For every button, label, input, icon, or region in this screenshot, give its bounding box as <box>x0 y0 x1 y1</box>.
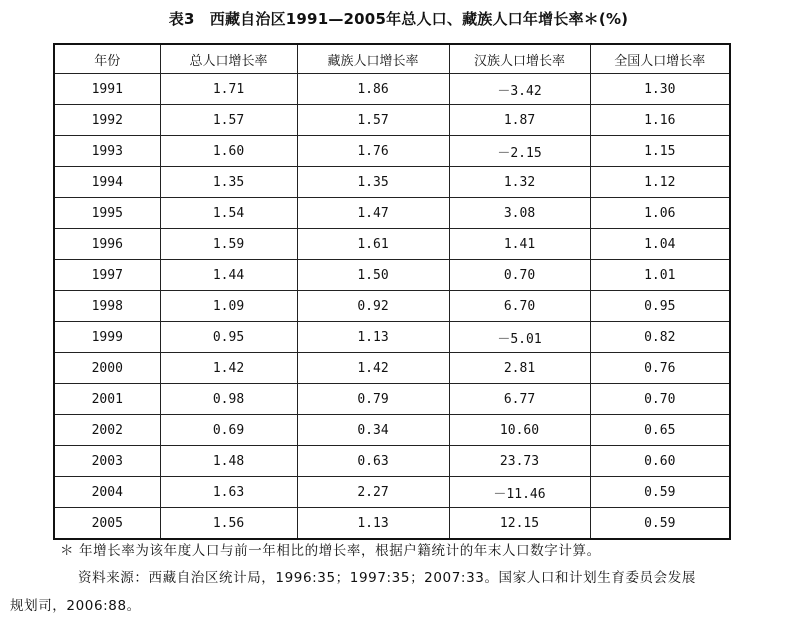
cell-tibetan-growth: 1.86 <box>297 74 449 105</box>
cell-national-growth: 0.59 <box>590 508 730 540</box>
cell-total-growth: 1.56 <box>160 508 297 540</box>
table-row <box>54 291 730 322</box>
cell-han-growth: －2.15 <box>449 136 590 167</box>
cell-tibetan-growth: 0.63 <box>297 446 449 477</box>
table-row <box>54 105 730 136</box>
table-row <box>54 74 730 105</box>
cell-han-growth: 6.70 <box>449 291 590 322</box>
cell-year: 2000 <box>54 353 160 384</box>
cell-national-growth: 0.82 <box>590 322 730 353</box>
cell-tibetan-growth: 0.92 <box>297 291 449 322</box>
cell-han-growth: 1.32 <box>449 167 590 198</box>
table-row <box>54 136 730 167</box>
cell-national-growth: 1.30 <box>590 74 730 105</box>
table-header-row <box>54 44 730 74</box>
cell-national-growth: 1.04 <box>590 229 730 260</box>
cell-year: 1993 <box>54 136 160 167</box>
table-row <box>54 415 730 446</box>
cell-year: 2005 <box>54 508 160 540</box>
cell-han-growth: 1.41 <box>449 229 590 260</box>
cell-year: 1994 <box>54 167 160 198</box>
cell-total-growth: 1.44 <box>160 260 297 291</box>
cell-total-growth: 1.59 <box>160 229 297 260</box>
cell-national-growth: 0.70 <box>590 384 730 415</box>
cell-tibetan-growth: 1.47 <box>297 198 449 229</box>
cell-year: 1998 <box>54 291 160 322</box>
cell-han-growth: 0.70 <box>449 260 590 291</box>
cell-national-growth: 1.15 <box>590 136 730 167</box>
cell-han-growth: 6.77 <box>449 384 590 415</box>
cell-han-growth: 10.60 <box>449 415 590 446</box>
cell-national-growth: 1.12 <box>590 167 730 198</box>
table-row <box>54 477 730 508</box>
cell-han-growth: 23.73 <box>449 446 590 477</box>
cell-year: 1995 <box>54 198 160 229</box>
table-row <box>54 353 730 384</box>
footnote: ＊ 年增长率为该年度人口与前一年相比的增长率，根据户籍统计的年末人口数字计算。 <box>60 543 601 559</box>
table-title: 表3 西藏自治区1991—2005年总人口、藏族人口年增长率＊(%) <box>168 10 629 28</box>
table-row <box>54 229 730 260</box>
cell-total-growth: 1.63 <box>160 477 297 508</box>
cell-total-growth: 1.57 <box>160 105 297 136</box>
table-row <box>54 508 730 540</box>
table-row <box>54 384 730 415</box>
cell-total-growth: 1.54 <box>160 198 297 229</box>
cell-national-growth: 1.16 <box>590 105 730 136</box>
cell-total-growth: 1.42 <box>160 353 297 384</box>
cell-national-growth: 0.60 <box>590 446 730 477</box>
cell-tibetan-growth: 2.27 <box>297 477 449 508</box>
cell-national-growth: 0.95 <box>590 291 730 322</box>
cell-year: 2001 <box>54 384 160 415</box>
cell-year: 2003 <box>54 446 160 477</box>
table-row <box>54 446 730 477</box>
cell-total-growth: 1.48 <box>160 446 297 477</box>
cell-national-growth: 0.65 <box>590 415 730 446</box>
cell-year: 1996 <box>54 229 160 260</box>
cell-han-growth: －3.42 <box>449 74 590 105</box>
table-body <box>54 74 730 540</box>
cell-national-growth: 0.59 <box>590 477 730 508</box>
cell-year: 1992 <box>54 105 160 136</box>
cell-tibetan-growth: 1.57 <box>297 105 449 136</box>
cell-han-growth: 12.15 <box>449 508 590 540</box>
header-national-growth: 全国人口增长率 <box>590 44 730 74</box>
table-row <box>54 167 730 198</box>
cell-year: 1991 <box>54 74 160 105</box>
cell-tibetan-growth: 1.61 <box>297 229 449 260</box>
cell-tibetan-growth: 1.42 <box>297 353 449 384</box>
cell-tibetan-growth: 1.13 <box>297 322 449 353</box>
cell-tibetan-growth: 0.79 <box>297 384 449 415</box>
table-row <box>54 322 730 353</box>
header-total-growth: 总人口增长率 <box>160 44 297 74</box>
cell-year: 2002 <box>54 415 160 446</box>
cell-han-growth: 3.08 <box>449 198 590 229</box>
cell-total-growth: 0.69 <box>160 415 297 446</box>
cell-total-growth: 1.09 <box>160 291 297 322</box>
cell-total-growth: 0.95 <box>160 322 297 353</box>
cell-total-growth: 1.35 <box>160 167 297 198</box>
growth-rate-table <box>53 43 731 540</box>
cell-han-growth: 1.87 <box>449 105 590 136</box>
table-row <box>54 260 730 291</box>
cell-national-growth: 1.01 <box>590 260 730 291</box>
cell-year: 1997 <box>54 260 160 291</box>
source-note-line-2: 规划司，2006:88。 <box>10 598 141 614</box>
cell-total-growth: 1.60 <box>160 136 297 167</box>
table-row <box>54 198 730 229</box>
cell-tibetan-growth: 1.13 <box>297 508 449 540</box>
source-note-line-1: 资料来源：西藏自治区统计局，1996:35；1997:35；2007:33。国家人口和计划生育委员会发展 <box>78 570 696 586</box>
cell-tibetan-growth: 1.50 <box>297 260 449 291</box>
header-han-growth: 汉族人口增长率 <box>449 44 590 74</box>
cell-tibetan-growth: 1.76 <box>297 136 449 167</box>
cell-national-growth: 0.76 <box>590 353 730 384</box>
cell-han-growth: 2.81 <box>449 353 590 384</box>
cell-tibetan-growth: 1.35 <box>297 167 449 198</box>
header-year: 年份 <box>54 44 160 74</box>
cell-han-growth: －5.01 <box>449 322 590 353</box>
cell-year: 1999 <box>54 322 160 353</box>
cell-tibetan-growth: 0.34 <box>297 415 449 446</box>
cell-total-growth: 0.98 <box>160 384 297 415</box>
header-tibetan-growth: 藏族人口增长率 <box>297 44 449 74</box>
cell-national-growth: 1.06 <box>590 198 730 229</box>
cell-total-growth: 1.71 <box>160 74 297 105</box>
cell-han-growth: －11.46 <box>449 477 590 508</box>
cell-year: 2004 <box>54 477 160 508</box>
